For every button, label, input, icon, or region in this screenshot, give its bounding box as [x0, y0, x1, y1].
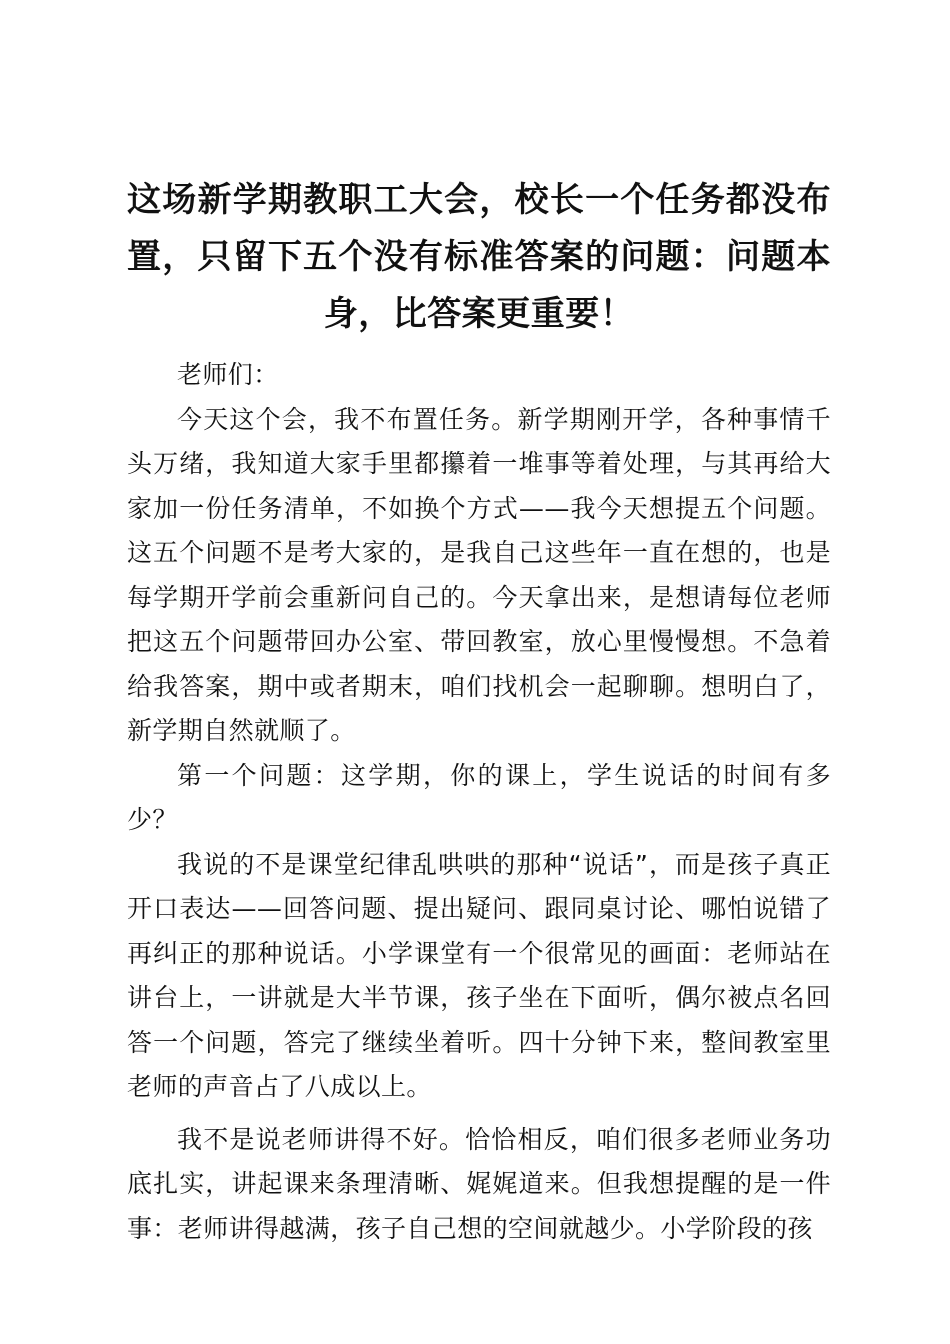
paragraph: 我说的不是课堂纪律乱哄哄的那种“说话”，而是孩子真正开口表达——回答问题、提出疑问、跟同桌讨论、哪怕说错了再纠正的那种说话。小学课堂有一个很常见的画面：老师站在讲台上，一讲就是大半节课，孩子坐在下面听，偶尔被点名回答一个问题，答完了继续坐着听。四十分钟下来，整间教室里老师的声音占了八成以上。 [127, 849, 831, 1101]
salutation: 老师们： [177, 360, 279, 389]
paragraph: 今天这个会，我不布置任务。新学期刚开学，各种事情千头万绪，我知道大家手里都攥着一堆事等着处理，与其再给大家加一份任务清单，不如换个方式——我今天想提五个问题。这五个问题不是考大家的，是我自己这些年一直在想的，也是每学期开学前会重新问自己的。今天拿出来，是想请每位老师把这五个问题带回办公室、带回教室，放心里慢慢想。不急着给我答案，期中或者期末，咱们找机会一起聊聊。想明白了，新学期自然就顺了。 [127, 404, 831, 745]
paragraph: 我不是说老师讲得不好。恰恰相反，咱们很多老师业务功底扎实，讲起课来条理清晰、娓娓道来。但我想提醒的是一件事：老师讲得越满，孩子自己想的空间就越少。小学阶段的孩 [127, 1124, 831, 1243]
question-heading: 第一个问题：这学期，你的课上，学生说话的时间有多少？ [127, 760, 831, 834]
document-body [127, 172, 831, 1251]
document-title: 这场新学期教职工大会，校长一个任务都没布置，只留下五个没有标准答案的问题：问题本身，比答案更重要！ [127, 180, 831, 334]
